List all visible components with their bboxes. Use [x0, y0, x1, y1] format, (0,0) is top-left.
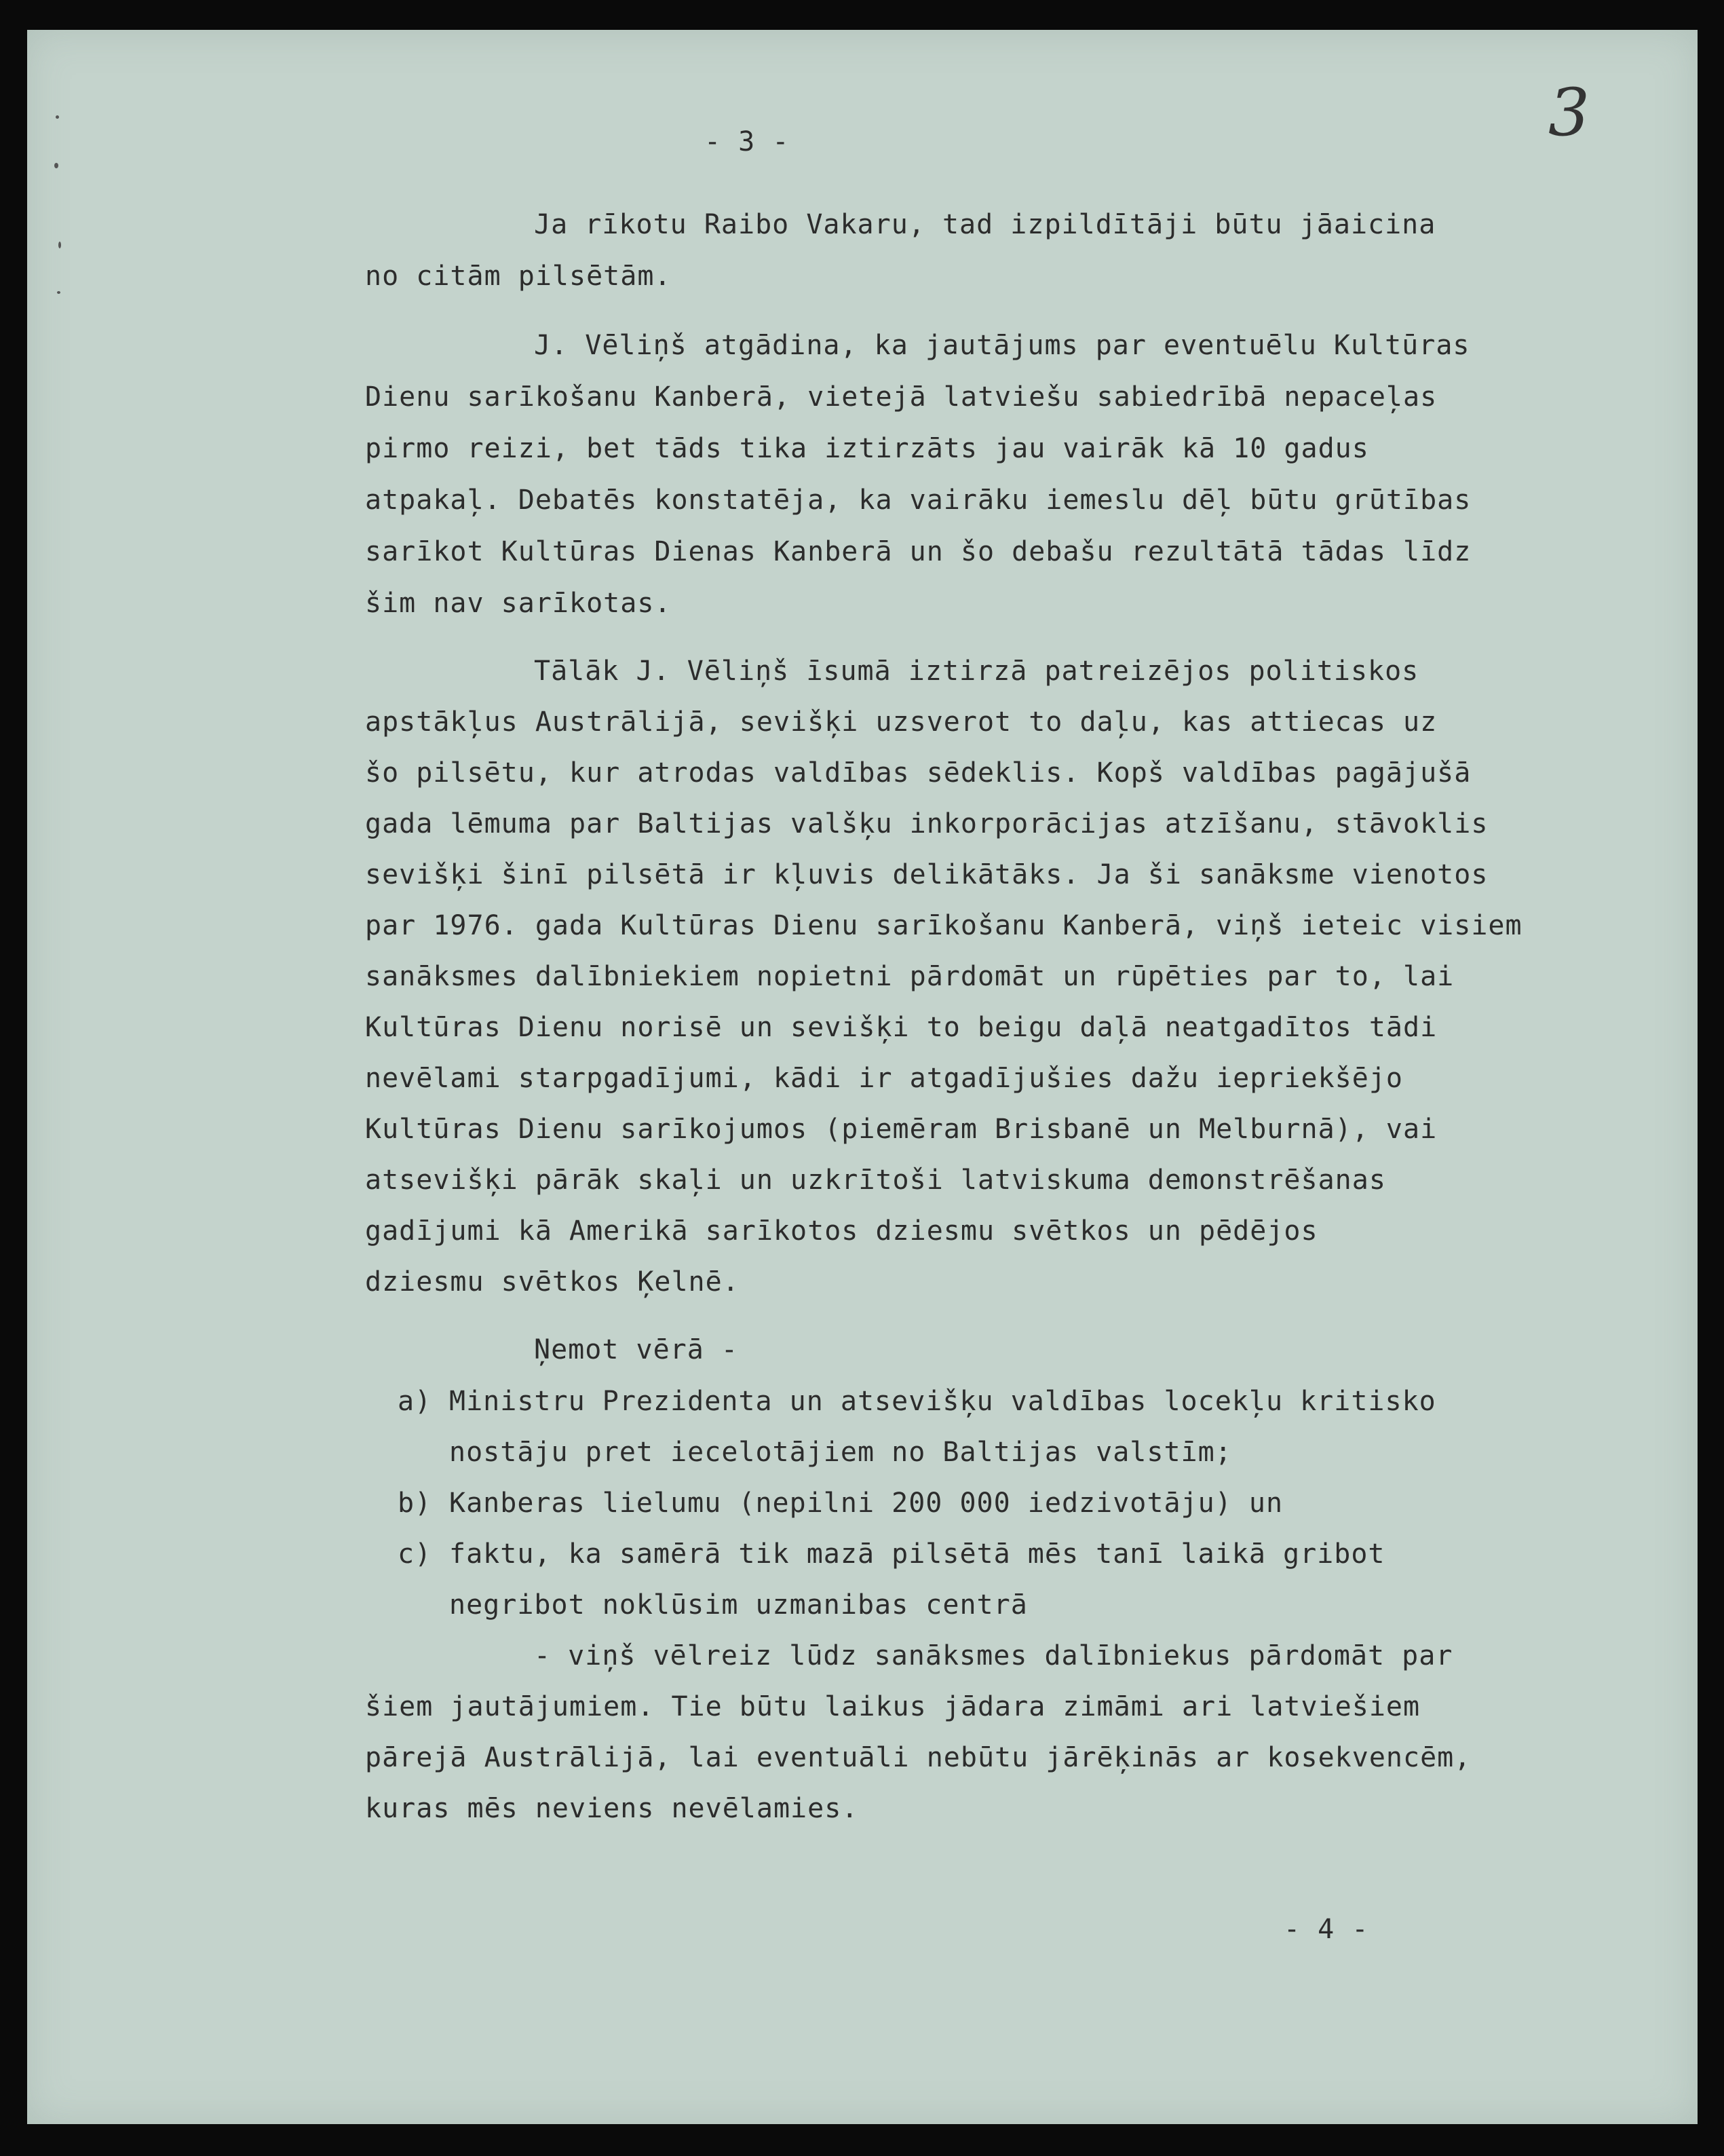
text-line: dziesmu svētkos Ķelnē.: [365, 1266, 740, 1298]
text-line: pārejā Austrālijā, lai eventuāli nebūtu jārēķinās ar kosekvencēm,: [365, 1742, 1472, 1773]
text-line: Ministru Prezidenta un atsevišķu valdības locekļu kritisko: [449, 1386, 1436, 1417]
considering-intro: Ņemot vērā -: [534, 1334, 738, 1365]
text-line: Tālāk J. Vēliņš īsumā iztirzā patreizējos politiskos: [534, 656, 1419, 687]
text-line: sanāksmes dalībniekiem nopietni pārdomāt un rūpēties par to, lai: [365, 961, 1455, 992]
text-line: nevēlami starpgadījumi, kādi ir atgadījušies dažu iepriekšējo: [365, 1063, 1404, 1094]
text-line: Kanberas lielumu (nepilni 200 000 iedzivotāju) un: [449, 1488, 1284, 1519]
text-line: Kultūras Dienu norisē un sevišķi to beigu daļā neatgadītos tādi: [365, 1012, 1438, 1043]
text-line: faktu, ka samērā tik mazā pilsētā mēs tanī laikā gribot: [449, 1538, 1385, 1570]
margin-speck: [57, 291, 60, 294]
text-line: nostāju pret iecelotājiem no Baltijas valstīm;: [449, 1437, 1232, 1468]
text-line: gadījumi kā Amerikā sarīkotos dziesmu svētkos un pēdējos: [365, 1215, 1318, 1247]
text-line: atpakaļ. Debatēs konstatēja, ka vairāku iemeslu dēļ būtu grūtības: [365, 485, 1472, 516]
document-page: [27, 30, 1698, 2124]
text-line: šo pilsētu, kur atrodas valdības sēdeklis. Kopš valdības pagājušā: [365, 757, 1472, 789]
list-marker: b): [398, 1488, 432, 1519]
text-line: sarīkot Kultūras Dienas Kanberā un šo debašu rezultātā tādas līdz: [365, 536, 1472, 567]
text-line: no citām pilsētām.: [365, 261, 672, 292]
list-marker: c): [398, 1538, 432, 1570]
text-line: apstākļus Austrālijā, sevišķi uzsverot to daļu, kas attiecas uz: [365, 706, 1438, 738]
text-line: gada lēmuma par Baltijas valšķu inkorporācijas atzīšanu, stāvoklis: [365, 808, 1489, 839]
text-line: Dienu sarīkošanu Kanberā, vietejā latviešu sabiedrībā nepaceļas: [365, 381, 1438, 413]
page-number-header: - 3 -: [704, 126, 790, 157]
list-marker: a): [398, 1386, 432, 1417]
text-line: - viņš vēlreiz lūdz sanāksmes dalībniekus pārdomāt par: [534, 1640, 1453, 1671]
text-line: par 1976. gada Kultūras Dienu sarīkošanu Kanberā, viņš ieteic visiem: [365, 910, 1522, 941]
handwritten-folio-number: 3: [1548, 75, 1590, 151]
margin-speck: [56, 115, 59, 119]
next-page-indicator: - 4 -: [1284, 1914, 1369, 1945]
text-line: sevišķi šinī pilsētā ir kļuvis delikātāks. Ja ši sanāksme vienotos: [365, 859, 1489, 890]
margin-speck: [58, 242, 61, 248]
text-line: šiem jautājumiem. Tie būtu laikus jādara zimāmi ari latviešiem: [365, 1691, 1421, 1722]
text-line: Ja rīkotu Raibo Vakaru, tad izpildītāji būtu jāaicina: [534, 209, 1436, 240]
text-line: negribot noklūsim uzmanibas centrā: [449, 1589, 1028, 1621]
text-line: kuras mēs neviens nevēlamies.: [365, 1793, 859, 1824]
text-line: J. Vēliņš atgādina, ka jautājums par eventuēlu Kultūras: [534, 330, 1470, 361]
text-line: šim nav sarīkotas.: [365, 588, 672, 619]
text-line: atsevišķi pārāk skaļi un uzkrītoši latviskuma demonstrēšanas: [365, 1165, 1386, 1196]
margin-speck: [54, 163, 58, 168]
text-line: pirmo reizi, bet tāds tika iztirzāts jau vairāk kā 10 gadus: [365, 433, 1369, 464]
text-line: Kultūras Dienu sarīkojumos (piemēram Brisbanē un Melburnā), vai: [365, 1114, 1438, 1145]
